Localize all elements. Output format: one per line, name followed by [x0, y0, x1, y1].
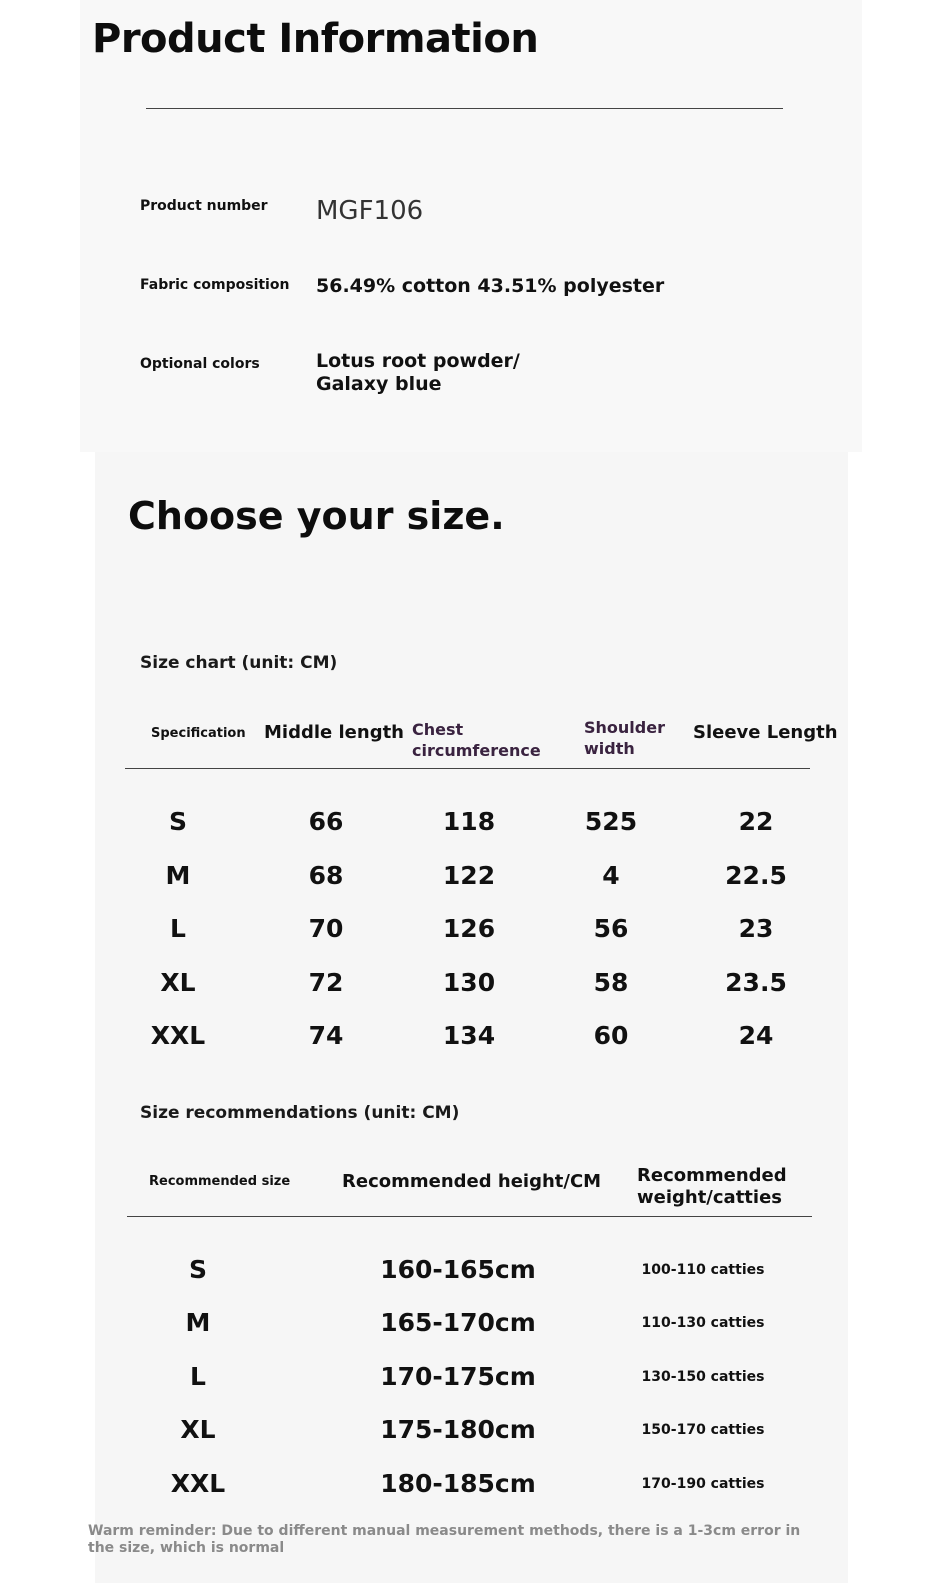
- size-cell: M: [165, 861, 191, 890]
- optional-colors-label: Optional colors: [140, 356, 260, 372]
- header-chest-circumference: [412, 719, 541, 761]
- recommendations-title: Size recommendations (unit: CM): [140, 1103, 460, 1123]
- chest-cell: 130: [442, 968, 496, 997]
- table-row: [0, 963, 950, 1003]
- header-recommended-weight: [637, 1165, 787, 1209]
- header-shoulder-line1: Shoulder: [584, 718, 665, 737]
- shoulder-cell: 58: [593, 968, 629, 997]
- middle-length-cell: 74: [308, 1021, 344, 1050]
- sleeve-cell: 22: [738, 807, 774, 836]
- shoulder-cell: 56: [593, 914, 629, 943]
- height-cell: 175-180cm: [380, 1415, 536, 1444]
- title-divider: [146, 108, 783, 109]
- warm-reminder-note: Warm reminder: Due to different manual measurement methods, there is a 1-3cm error in the size, which is normal: [88, 1523, 801, 1556]
- table-row: [0, 856, 950, 896]
- header-shoulder-width: [584, 717, 665, 759]
- header-sleeve-length: Sleeve Length: [693, 722, 838, 743]
- header-recommended-height: Recommended height/CM: [342, 1171, 602, 1192]
- sleeve-cell: 24: [738, 1021, 774, 1050]
- table-row: [0, 1250, 950, 1290]
- table-row: [0, 1016, 950, 1056]
- header-chest-line2: circumference: [412, 741, 541, 760]
- table-row: [0, 909, 950, 949]
- optional-colors-value-line2: Galaxy blue: [316, 373, 442, 395]
- header-recommended-size: Recommended size: [149, 1174, 291, 1189]
- header-middle-length: Middle length: [264, 722, 404, 743]
- weight-cell: 110-130 catties: [641, 1315, 765, 1331]
- shoulder-cell: 525: [584, 807, 638, 836]
- chest-cell: 134: [442, 1021, 496, 1050]
- header-weight-line2: weight/catties: [637, 1187, 783, 1208]
- size-cell: XXL: [150, 1021, 206, 1050]
- table-row: [0, 1410, 950, 1450]
- size-chart-title: Size chart (unit: CM): [140, 653, 338, 673]
- size-cell: L: [170, 914, 186, 943]
- header-chest-line1: Chest: [412, 720, 464, 739]
- size-cell: S: [168, 807, 188, 836]
- size-cell: L: [190, 1362, 206, 1391]
- middle-length-cell: 66: [308, 807, 344, 836]
- header-shoulder-line2: width: [584, 739, 635, 758]
- size-cell: XXL: [170, 1469, 226, 1498]
- size-cell: S: [188, 1255, 208, 1284]
- header-weight-line1: Recommended: [637, 1165, 787, 1186]
- size-cell: XL: [180, 1415, 216, 1444]
- shoulder-cell: 4: [602, 861, 620, 890]
- sleeve-cell: 23: [738, 914, 774, 943]
- weight-cell: 170-190 catties: [641, 1476, 765, 1492]
- chest-cell: 126: [442, 914, 496, 943]
- size-cell: M: [185, 1308, 211, 1337]
- height-cell: 165-170cm: [380, 1308, 536, 1337]
- fabric-composition-label: Fabric composition: [140, 277, 290, 293]
- table-row: [0, 802, 950, 842]
- middle-length-cell: 70: [308, 914, 344, 943]
- chest-cell: 122: [442, 861, 496, 890]
- recommendations-header-rule: [127, 1216, 812, 1217]
- table-row: [0, 1464, 950, 1504]
- optional-colors-value-line1: Lotus root powder/: [316, 350, 520, 372]
- weight-cell: 130-150 catties: [641, 1369, 765, 1385]
- chest-cell: 118: [442, 807, 496, 836]
- height-cell: 160-165cm: [380, 1255, 536, 1284]
- table-row: [0, 1357, 950, 1397]
- sleeve-cell: 22.5: [725, 861, 787, 890]
- fabric-composition-value: 56.49% cotton 43.51% polyester: [316, 275, 665, 297]
- product-number-value: MGF106: [316, 196, 424, 226]
- product-info-title: Product Information: [92, 16, 539, 62]
- middle-length-cell: 72: [308, 968, 344, 997]
- size-chart-header-rule: [125, 768, 810, 769]
- product-info-panel: [80, 0, 862, 452]
- height-cell: 180-185cm: [380, 1469, 536, 1498]
- product-number-label: Product number: [140, 198, 268, 214]
- choose-size-title: Choose your size.: [128, 494, 505, 538]
- header-specification: Specification: [151, 726, 246, 741]
- size-cell: XL: [160, 968, 196, 997]
- middle-length-cell: 68: [308, 861, 344, 890]
- weight-cell: 150-170 catties: [641, 1422, 765, 1438]
- table-row: [0, 1303, 950, 1343]
- weight-cell: 100-110 catties: [641, 1262, 765, 1278]
- height-cell: 170-175cm: [380, 1362, 536, 1391]
- sleeve-cell: 23.5: [725, 968, 787, 997]
- shoulder-cell: 60: [593, 1021, 629, 1050]
